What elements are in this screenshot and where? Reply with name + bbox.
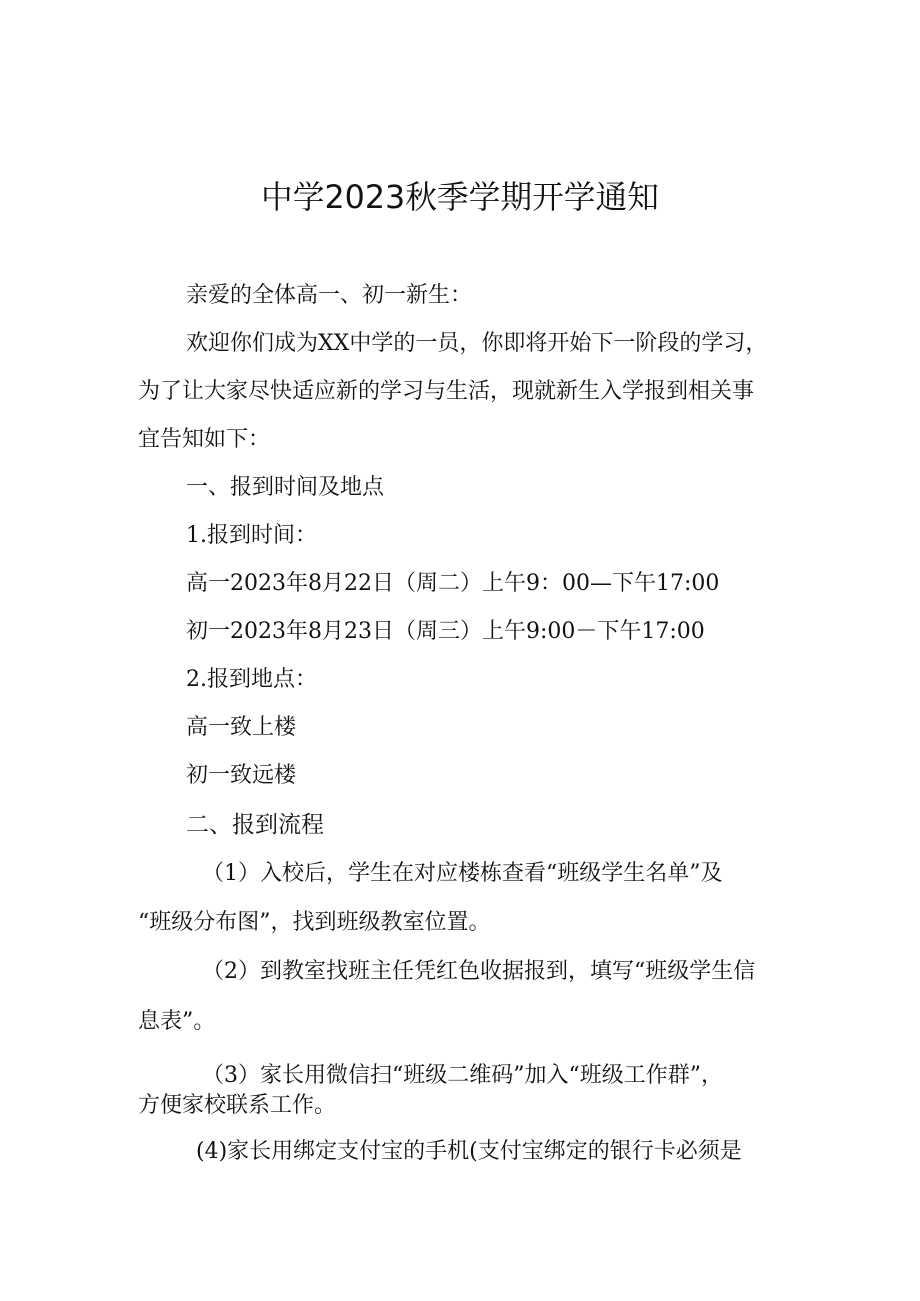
schedule-line: 初一2023年8月23日（周三）上午9:00－下午17:00 — [186, 619, 705, 644]
subsection-label: 1.报到时间： — [186, 523, 317, 548]
paragraph-line: 方便家校联系工作。 — [138, 1093, 337, 1118]
paragraph-line: 息表”。 — [138, 1009, 216, 1034]
paragraph-line: 欢迎你们成为XX中学的一员，你即将开始下一阶段的学习， — [186, 331, 768, 356]
location-line: 初一致远楼 — [186, 763, 297, 788]
document-title: 中学2023秋季学期开学通知 — [261, 180, 659, 216]
paragraph-line: 宜告知如下： — [138, 427, 271, 452]
paragraph-line: (4)家长用绑定支付宝的手机(支付宝绑定的银行卡必须是 — [196, 1139, 742, 1164]
section-heading: 二、报到流程 — [186, 812, 324, 838]
section-heading: 一、报到时间及地点 — [186, 475, 385, 500]
paragraph-line: “班级分布图”，找到班级教室位置。 — [138, 910, 491, 935]
subsection-label: 2.报到地点： — [186, 667, 317, 692]
paragraph-line: 为了让大家尽快适应新的学习与生活，现就新生入学报到相关事 — [138, 379, 755, 404]
paragraph-line: （2）到教室找班主任凭红色收据报到，填写“班级学生信 — [202, 959, 756, 984]
schedule-line: 高一2023年8月22日（周二）上午9：00—下午17:00 — [186, 571, 720, 596]
location-line: 高一致上楼 — [186, 715, 297, 740]
salutation: 亲爱的全体高一、初一新生： — [186, 283, 473, 308]
paragraph-line: （1）入校后，学生在对应楼栋查看“班级学生名单”及 — [202, 861, 723, 886]
paragraph-line: （3）家长用微信扫“班级二维码”加入“班级工作群”， — [202, 1063, 723, 1088]
